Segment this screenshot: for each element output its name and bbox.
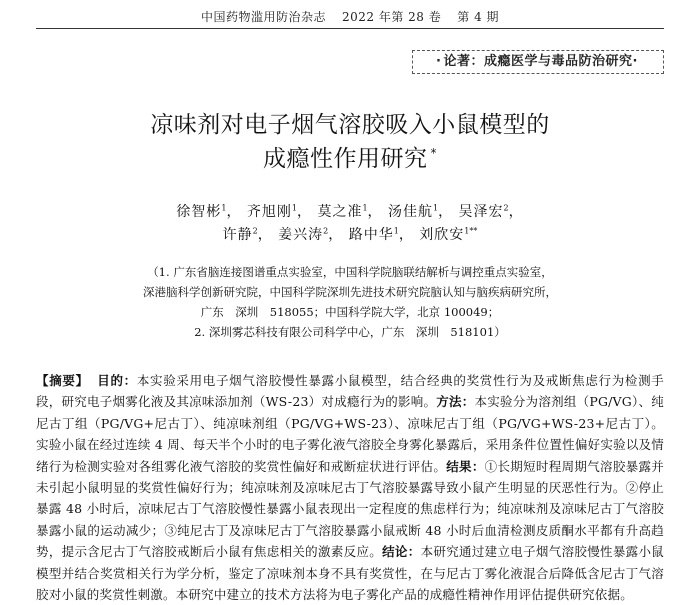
results-label: 结果： <box>446 458 485 474</box>
conclusion-text: 本研究通过建立电子烟气溶胶慢性暴露小鼠模型并结合奖赏相关行为学分析，鉴定了凉味剂本身不具有奖赏性，在与尼古丁雾化液混合后降低含尼古丁气溶胶对小鼠的奖赏性刺激。本研究中建立的技术方法将为电子雾化产品的成瘾性精神作用评估提供研究依据。 <box>36 544 664 603</box>
author-name: 莫之准 <box>317 204 363 220</box>
column-tag-dot: · <box>436 54 442 69</box>
results-text: ①长期短时程周期气溶胶暴露并未引起小鼠明显的奖赏性偏好行为；纯凉味剂及凉味尼古丁气溶胶暴露导致小鼠产生明显的厌恶性行为。②停止暴露 48 小时后，凉味尼古丁气溶胶慢性暴露小鼠表现出一定程度的焦虑样行为；纯凉味剂及凉味尼古丁气溶胶暴露小鼠的运动减少；③纯尼古丁及凉味尼古丁气溶胶暴露小鼠戒断 48 小时后血清检测皮质酮水平都有升高趋势，提示含尼古丁气溶胶戒断后小鼠有焦虑相关的激素反应。 <box>36 458 664 560</box>
column-tag-label: 论著：成瘾医学与毒品防治研究 <box>443 54 633 69</box>
affiliation-line-2: 深港脑科学创新研究院，中国科学院深圳先进技术研究院脑认知与脑疾病研究所， <box>143 285 557 299</box>
abstract <box>36 370 664 605</box>
header-rule <box>36 28 664 29</box>
author-name: 徐智彬 <box>176 204 222 220</box>
abstract-label: 【摘要】 <box>36 373 89 388</box>
column-tag <box>412 50 664 74</box>
author-name: 汤佳航 <box>388 204 433 220</box>
paper-title-line1: 凉味剂对电子烟气溶胶吸入小鼠模型的 <box>150 112 550 138</box>
author-line-2: 许静$^2$， 姜兴涛$^2$， 路中华$^1$， 刘欣安$^{1**}$ <box>222 226 478 243</box>
author-name: 吴泽宏 <box>458 204 504 220</box>
objective-text: 本实验采用电子烟气溶胶慢性暴露小鼠模型，结合经典的奖赏性行为及戒断焦虑行为检测手段，研究电子烟雾化液及其凉味添加剂（WS-23）对成瘾行为的影响。 <box>36 373 664 410</box>
conclusion-label: 结论： <box>382 544 421 560</box>
affiliation-line-1: （1. 广东省脑连接图谱重点实验室，中国科学院脑联结解析与调控重点实验室， <box>147 265 553 279</box>
objective-label: 目的： <box>96 373 137 388</box>
running-header <box>0 8 700 25</box>
affiliation-line-3: 广东 深圳 518055；中国科学院大学，北京 100049； <box>200 305 500 319</box>
journal-issue: 第 4 期 <box>457 10 500 24</box>
affiliation-line-4: 2. 深圳雾芯科技有限公司科学中心，广东 深圳 518101） <box>194 325 506 339</box>
author-affiliation: 1 <box>393 226 399 236</box>
author-affiliation: 2 <box>503 203 509 213</box>
methods-label: 方法： <box>436 394 475 410</box>
column-tag-dot-end: · <box>632 54 638 69</box>
author-name: 路中华 <box>348 227 394 243</box>
author-affiliation: 1 <box>291 203 297 213</box>
author-name: 许静 <box>222 227 253 243</box>
author-affiliation: 2 <box>252 226 258 236</box>
author-name: 姜兴涛 <box>278 227 324 243</box>
author-affiliation: 1 <box>221 203 227 213</box>
author-name: 刘欣安 <box>419 227 465 243</box>
author-affiliation: 1 <box>433 203 439 213</box>
methods-text: 本实验分为溶剂组（PG/VG）、纯尼古丁组（PG/VG+尼古丁）、纯凉味剂组（PG/VG+WS-23）、凉味尼古丁组（PG/VG+WS-23+尼古丁）。实验小鼠在经过连续 4 周、每天半个小时的电子雾化液气溶胶全身雾化暴露后，采用条件位置性偏好实验以及情绪行为检测实验对各组雾化液气溶胶的奖赏性偏好和戒断症状进行评估。 <box>36 394 664 474</box>
author-affiliation: 2 <box>323 226 329 236</box>
author-line-1: 徐智彬$^1$， 齐旭刚$^1$， 莫之准$^1$， 汤佳航$^1$， 吴泽宏$^2$， <box>176 203 524 220</box>
paper-title-line2-text: 成瘾性作用研究 <box>263 146 428 172</box>
title-footnote-mark: * <box>430 146 437 161</box>
journal-volume: 2022 年第 28 卷 <box>341 10 442 24</box>
author-affiliation: 1** <box>464 226 478 236</box>
author-name: 齐旭刚 <box>246 204 292 220</box>
journal-name: 中国药物滥用防治杂志 <box>200 10 326 24</box>
paper-title-line2 <box>0 140 700 173</box>
author-affiliation: 1 <box>362 203 368 213</box>
